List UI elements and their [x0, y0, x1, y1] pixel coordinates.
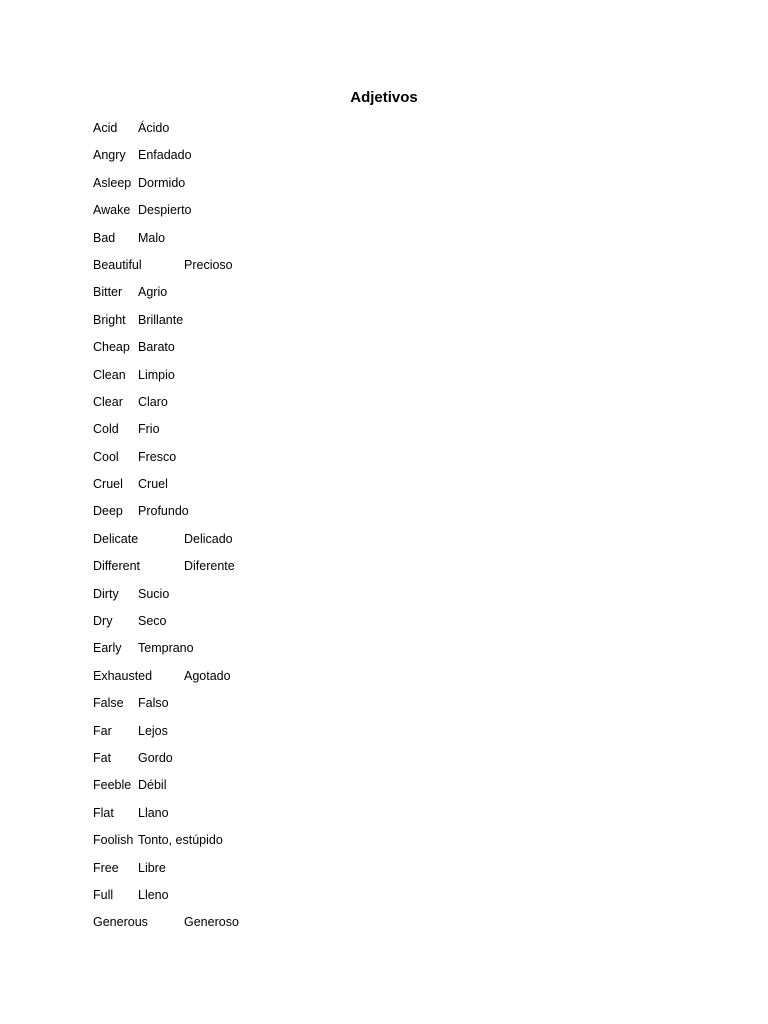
english-word: Clean: [93, 367, 126, 382]
english-word: Exhausted: [93, 668, 153, 683]
english-word: Beautiful: [93, 257, 142, 272]
english-word: Different: [93, 559, 141, 574]
english-word: Cheap: [93, 340, 130, 355]
english-word: Awake: [93, 203, 131, 218]
english-word: Bad: [93, 230, 116, 245]
spanish-translation: Profundo: [138, 504, 189, 519]
english-word: False: [93, 696, 124, 711]
english-word: Asleep: [93, 175, 132, 190]
english-word: Bitter: [93, 285, 123, 300]
english-word: Foolish: [93, 833, 134, 848]
spanish-translation: Cruel: [138, 477, 168, 492]
spanish-translation: Sucio: [138, 586, 170, 601]
spanish-translation: Agrio: [138, 285, 168, 300]
english-word: Feeble: [93, 778, 132, 793]
spanish-translation: Falso: [138, 696, 169, 711]
english-word: Acid: [93, 121, 118, 135]
spanish-translation: Débil: [138, 778, 167, 793]
spanish-translation: Lejos: [138, 723, 168, 738]
spanish-translation: Frio: [138, 422, 160, 437]
english-word: Fat: [93, 750, 112, 765]
english-word: Far: [93, 723, 112, 738]
spanish-translation: Despierto: [138, 203, 192, 218]
english-word: Dirty: [93, 586, 119, 601]
spanish-translation: Diferente: [184, 559, 235, 574]
english-word: Angry: [93, 148, 126, 163]
spanish-translation: Dormido: [138, 175, 186, 190]
english-word: Generous: [93, 915, 148, 930]
page-title: Adjetivos: [350, 89, 418, 106]
spanish-translation: Claro: [138, 394, 168, 409]
spanish-translation: Agotado: [184, 668, 231, 683]
english-word: Dry: [93, 614, 113, 629]
english-word: Full: [93, 887, 114, 902]
spanish-translation: Brillante: [138, 312, 184, 327]
spanish-translation: Libre: [138, 860, 166, 875]
spanish-translation: Fresco: [138, 449, 177, 464]
spanish-translation: Delicado: [184, 531, 233, 546]
english-word: Cold: [93, 422, 119, 437]
spanish-translation: Ácido: [138, 121, 170, 135]
spanish-translation: Lleno: [138, 887, 169, 902]
spanish-translation: Precioso: [184, 257, 233, 272]
english-word: Clear: [93, 394, 123, 409]
spanish-translation: Llano: [138, 805, 169, 820]
english-word: Cruel: [93, 477, 123, 492]
spanish-translation: Barato: [138, 340, 175, 355]
spanish-translation: Tonto, estúpido: [138, 833, 223, 848]
english-word: Early: [93, 641, 122, 656]
spanish-translation: Enfadado: [138, 148, 192, 163]
english-word: Flat: [93, 805, 114, 820]
spanish-translation: Temprano: [138, 641, 194, 656]
spanish-translation: Gordo: [138, 750, 173, 765]
spanish-translation: Seco: [138, 614, 167, 629]
english-word: Deep: [93, 504, 123, 519]
spanish-translation: Generoso: [184, 915, 239, 930]
english-word: Bright: [93, 312, 126, 327]
english-word: Delicate: [93, 531, 139, 546]
spanish-translation: Limpio: [138, 367, 175, 382]
english-word: Free: [93, 860, 119, 875]
english-word: Cool: [93, 449, 119, 464]
spanish-translation: Malo: [138, 230, 166, 245]
